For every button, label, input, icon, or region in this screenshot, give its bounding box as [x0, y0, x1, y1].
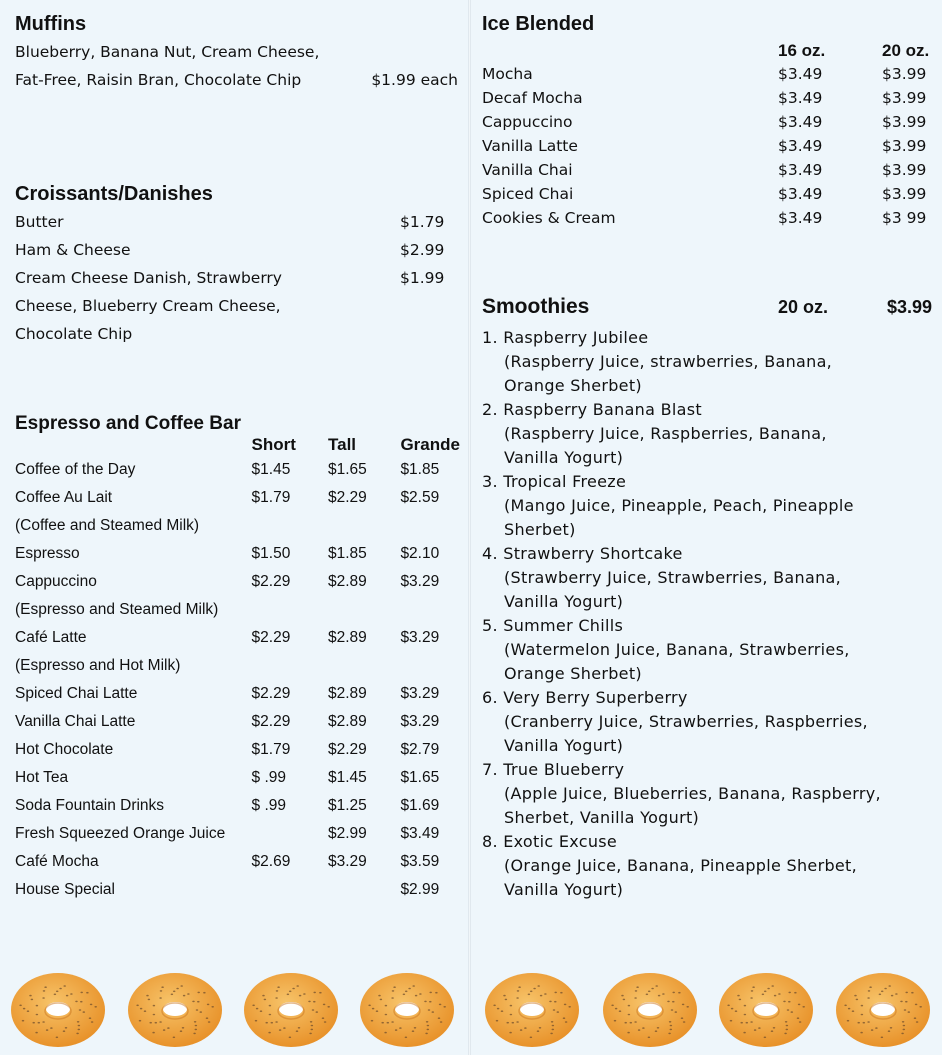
table-row — [15, 652, 460, 680]
item-name: Spiced Chai — [482, 185, 574, 203]
menu-item — [15, 236, 460, 264]
smoothie-name: 4. Strawberry Shortcake — [482, 544, 683, 563]
item-name: Hot Chocolate — [15, 741, 114, 758]
column-header-16oz: 16 oz. — [778, 41, 826, 60]
price-20oz: $3.99 — [882, 137, 927, 155]
smoothie-ingredients: (Cranberry Juice, Strawberries, Raspberries, Vanilla Yogurt) — [504, 712, 868, 755]
muffins-title: Muffins — [15, 13, 87, 35]
price-20oz: $3.99 — [882, 65, 927, 83]
item-name: (Espresso and Steamed Milk) — [15, 601, 219, 618]
ice-blended-section — [482, 10, 932, 230]
page-fold — [468, 0, 471, 1055]
smoothie-name: 7. True Blueberry — [482, 760, 625, 779]
item-name: Café Latte — [15, 629, 87, 646]
table-row — [15, 456, 460, 484]
smoothies-section — [482, 292, 932, 902]
price-short: $1.79 — [251, 489, 291, 506]
price-grande: $2.59 — [400, 489, 440, 506]
espresso-table — [15, 434, 460, 904]
table-row — [482, 158, 932, 182]
item-name: Mocha — [482, 65, 533, 83]
price-grande: $1.69 — [400, 797, 440, 814]
left-column — [15, 10, 460, 904]
bagel-decoration-row — [0, 962, 942, 1055]
item-name: Coffee of the Day — [15, 461, 136, 478]
menu-item — [15, 208, 460, 236]
item-continuation: Cheese, Blueberry Cream Cheese, — [15, 297, 281, 315]
item-name: Fresh Squeezed Orange Juice — [15, 825, 226, 842]
price-grande — [400, 512, 460, 540]
bagel-icon — [8, 970, 108, 1050]
espresso-section — [15, 410, 460, 904]
ice-blended-title: Ice Blended — [482, 13, 595, 35]
price-short — [252, 876, 328, 904]
list-item — [482, 542, 932, 614]
table-row — [482, 134, 932, 158]
price-tall: $2.89 — [328, 685, 367, 702]
item-name: Vanilla Latte — [482, 137, 578, 155]
price-grande: $3.49 — [400, 825, 440, 842]
price-short: $1.45 — [251, 461, 291, 478]
bagel-icon — [833, 970, 933, 1050]
smoothies-header — [482, 292, 932, 322]
price-tall — [328, 652, 400, 680]
muffins-price: $1.99 each — [371, 71, 458, 89]
croissant-list — [15, 208, 460, 348]
price-tall: $2.89 — [328, 713, 367, 730]
price-short: $2.69 — [251, 853, 291, 870]
item-name: Vanilla Chai — [482, 161, 573, 179]
price-16oz: $3.49 — [778, 113, 823, 131]
list-item — [482, 614, 932, 686]
price-short: $ .99 — [251, 797, 287, 814]
price-20oz: $3 99 — [882, 209, 927, 227]
column-header-tall: Tall — [328, 435, 357, 454]
price-grande: $2.79 — [400, 741, 440, 758]
smoothies-price: $3.99 — [886, 296, 932, 317]
table-row — [482, 182, 932, 206]
price-grande — [400, 652, 460, 680]
espresso-rows — [15, 456, 460, 904]
bagel-icon — [241, 970, 341, 1050]
smoothies-title: Smoothies — [482, 295, 590, 318]
smoothie-ingredients: (Watermelon Juice, Banana, Strawberries, Orange Sherbet) — [504, 640, 850, 683]
item-name: Espresso — [15, 545, 80, 562]
ice-blended-table — [482, 40, 932, 230]
muffins-section — [15, 10, 460, 180]
price-20oz: $3.99 — [882, 89, 927, 107]
table-row — [482, 110, 932, 134]
price-16oz: $3.49 — [778, 161, 823, 179]
price-tall: $1.85 — [328, 545, 367, 562]
item-name: Cookies & Cream — [482, 209, 616, 227]
table-row — [15, 596, 460, 624]
smoothie-name: 3. Tropical Freeze — [482, 472, 627, 491]
price-tall: $2.99 — [328, 825, 367, 842]
smoothie-ingredients: (Strawberry Juice, Strawberries, Banana, Vanilla Yogurt) — [504, 568, 842, 611]
table-row — [15, 848, 460, 876]
bagel-icon — [125, 970, 225, 1050]
item-price: $1.79 — [400, 213, 445, 231]
smoothie-name: 8. Exotic Excuse — [482, 832, 618, 851]
price-grande: $1.65 — [400, 769, 440, 786]
bagel-icon — [716, 970, 816, 1050]
price-grande: $3.29 — [400, 685, 440, 702]
price-short — [252, 652, 328, 680]
table-row — [15, 540, 460, 568]
price-tall: $2.89 — [328, 573, 367, 590]
price-tall — [328, 512, 400, 540]
item-name: Decaf Mocha — [482, 89, 583, 107]
price-tall — [328, 876, 400, 904]
item-name: (Espresso and Hot Milk) — [15, 657, 181, 674]
smoothie-ingredients: (Raspberry Juice, strawberries, Banana, Orange Sherbet) — [504, 352, 833, 395]
price-grande: $2.99 — [400, 881, 440, 898]
price-16oz: $3.49 — [778, 137, 823, 155]
column-header-short: Short — [251, 435, 296, 454]
item-name: Butter — [15, 213, 64, 231]
muffins-line: Fat-Free, Raisin Bran, Chocolate Chip — [15, 71, 302, 89]
smoothie-list — [482, 326, 932, 902]
item-name: Spiced Chai Latte — [15, 685, 138, 702]
price-tall: $1.25 — [328, 797, 367, 814]
price-grande: $3.29 — [400, 713, 440, 730]
smoothie-name: 6. Very Berry Superberry — [482, 688, 688, 707]
table-row — [15, 708, 460, 736]
price-short: $2.29 — [251, 713, 291, 730]
price-tall — [328, 596, 400, 624]
item-name: Vanilla Chai Latte — [15, 713, 136, 730]
price-short: $1.50 — [251, 545, 291, 562]
espresso-title: Espresso and Coffee Bar — [15, 413, 241, 434]
item-name: Soda Fountain Drinks — [15, 797, 165, 814]
list-item — [482, 398, 932, 470]
column-header-20oz: 20 oz. — [882, 41, 930, 60]
price-short — [252, 596, 328, 624]
croissants-title: Croissants/Danishes — [15, 183, 213, 205]
item-name: House Special — [15, 881, 115, 898]
table-row — [15, 764, 460, 792]
price-16oz: $3.49 — [778, 89, 823, 107]
table-row — [15, 512, 460, 540]
item-price: $1.99 — [400, 269, 445, 287]
price-tall: $1.65 — [328, 461, 367, 478]
price-short: $ .99 — [251, 769, 287, 786]
menu-item — [15, 264, 460, 292]
muffins-line: Blueberry, Banana Nut, Cream Cheese, — [15, 43, 320, 61]
smoothie-ingredients: (Apple Juice, Blueberries, Banana, Raspberry, Sherbet, Vanilla Yogurt) — [504, 784, 881, 827]
smoothie-ingredients: (Raspberry Juice, Raspberries, Banana, Vanilla Yogurt) — [504, 424, 827, 467]
price-tall: $2.89 — [328, 629, 367, 646]
price-20oz: $3.99 — [882, 113, 927, 131]
price-short — [252, 512, 328, 540]
item-name: Ham & Cheese — [15, 241, 131, 259]
price-tall: $2.29 — [328, 741, 367, 758]
item-name: Cream Cheese Danish, Strawberry — [15, 269, 282, 287]
price-16oz: $3.49 — [778, 65, 823, 83]
price-20oz: $3.99 — [882, 185, 927, 203]
price-grande: $3.59 — [400, 853, 440, 870]
price-grande: $3.29 — [400, 629, 440, 646]
table-row — [15, 624, 460, 652]
item-name: Cappuccino — [482, 113, 573, 131]
smoothie-ingredients: (Mango Juice, Pineapple, Peach, Pineapple Sherbet) — [504, 496, 854, 539]
table-header-row — [482, 40, 932, 62]
list-item — [482, 758, 932, 830]
item-name: (Coffee and Steamed Milk) — [15, 517, 200, 534]
price-20oz: $3.99 — [882, 161, 927, 179]
price-tall: $3.29 — [328, 853, 367, 870]
price-short: $2.29 — [251, 685, 291, 702]
ice-blended-rows — [482, 62, 932, 230]
table-row — [15, 876, 460, 904]
smoothie-name: 1. Raspberry Jubilee — [482, 328, 649, 347]
price-short: $1.79 — [251, 741, 291, 758]
price-grande: $3.29 — [400, 573, 440, 590]
croissants-section — [15, 180, 460, 410]
table-row — [15, 792, 460, 820]
smoothie-name: 2. Raspberry Banana Blast — [482, 400, 702, 419]
table-row — [482, 206, 932, 230]
smoothies-size: 20 oz. — [778, 296, 829, 317]
smoothie-name: 5. Summer Chills — [482, 616, 624, 635]
list-item — [482, 470, 932, 542]
price-tall: $1.45 — [328, 769, 367, 786]
table-row — [15, 484, 460, 512]
table-row — [482, 86, 932, 110]
bagel-icon — [482, 970, 582, 1050]
list-item — [482, 326, 932, 398]
muffins-description — [15, 38, 460, 94]
table-row — [15, 680, 460, 708]
list-item — [482, 830, 932, 902]
price-grande: $2.10 — [400, 545, 440, 562]
bagel-icon — [357, 970, 457, 1050]
item-name: Hot Tea — [15, 769, 69, 786]
right-column — [482, 10, 932, 899]
smoothie-ingredients: (Orange Juice, Banana, Pineapple Sherbet, Vanilla Yogurt) — [504, 856, 858, 899]
table-row — [15, 736, 460, 764]
price-short: $2.29 — [251, 573, 291, 590]
price-16oz: $3.49 — [778, 209, 823, 227]
price-tall: $2.29 — [328, 489, 367, 506]
table-row — [15, 568, 460, 596]
price-grande: $1.85 — [400, 461, 440, 478]
item-name: Café Mocha — [15, 853, 99, 870]
table-row — [482, 62, 932, 86]
price-short — [252, 820, 328, 848]
item-name: Cappuccino — [15, 573, 97, 590]
item-continuation: Chocolate Chip — [15, 325, 133, 343]
price-grande — [400, 596, 460, 624]
table-row — [15, 820, 460, 848]
price-short: $2.29 — [251, 629, 291, 646]
price-16oz: $3.49 — [778, 185, 823, 203]
list-item — [482, 686, 932, 758]
bagel-icon — [600, 970, 700, 1050]
column-header-grande: Grande — [400, 435, 460, 454]
item-price: $2.99 — [400, 241, 445, 259]
item-name: Coffee Au Lait — [15, 489, 113, 506]
